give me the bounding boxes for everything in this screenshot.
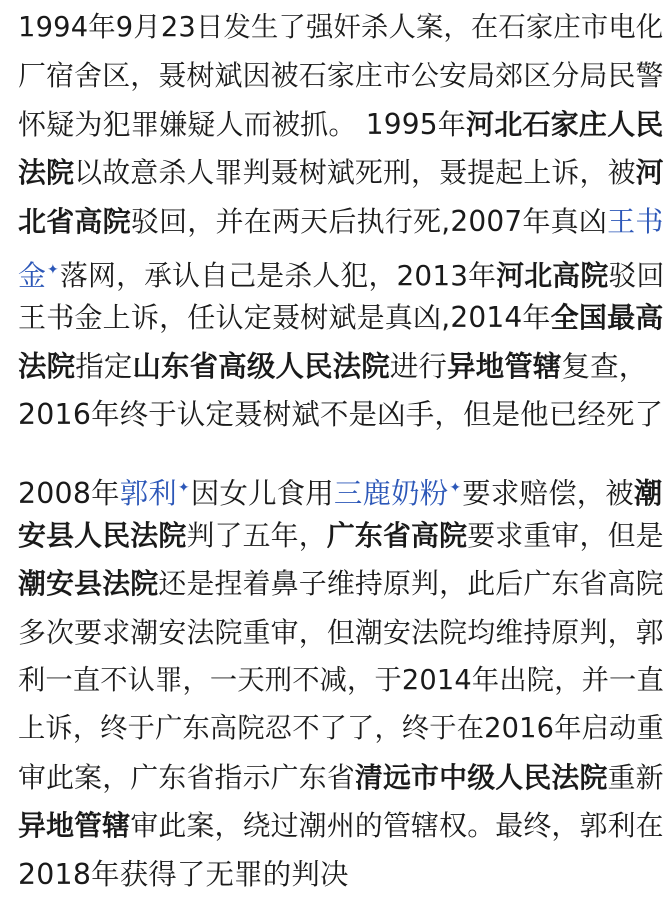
bold-text: 潮 bbox=[633, 476, 663, 510]
paragraph-spacer bbox=[18, 440, 666, 464]
body-text: 厂宿舍区，聂树斌因被石家庄市公安局郊区分局民警 bbox=[18, 59, 664, 93]
body-text: 2016年终于认定聂树斌不是凶手，但是他已经死了 bbox=[18, 398, 664, 432]
bold-text: 异地管辖 bbox=[447, 349, 562, 383]
body-text: 以故意杀人罪判聂树斌死刑，聂提起上诉，被 bbox=[74, 156, 636, 190]
paragraph-nie-shubin bbox=[18, 4, 666, 440]
body-text: 2008年 bbox=[18, 476, 120, 510]
text-line bbox=[18, 464, 666, 512]
entity-link[interactable]: 金 bbox=[18, 258, 47, 292]
text-line bbox=[18, 101, 666, 149]
text-line bbox=[18, 851, 666, 899]
bold-text: 全国最高 bbox=[550, 301, 664, 335]
bold-text: 河 bbox=[635, 156, 664, 190]
body-text: 要求重审，但是 bbox=[467, 518, 664, 552]
text-line bbox=[18, 4, 666, 52]
entity-link[interactable]: 三鹿奶粉 bbox=[333, 476, 449, 510]
body-text: 审此案，广东省指示广东省 bbox=[18, 760, 355, 794]
bold-text: 异地管辖 bbox=[18, 809, 131, 843]
bold-text: 法院 bbox=[18, 349, 76, 383]
bold-text: 河北石家庄人民 bbox=[466, 107, 664, 141]
bold-text: 北省高院 bbox=[18, 204, 131, 238]
body-text: 怀疑为犯罪嫌疑人而被抓。 1995年 bbox=[18, 107, 467, 141]
text-line bbox=[18, 391, 666, 439]
text-line bbox=[18, 198, 666, 246]
paragraph-guo-li bbox=[18, 464, 666, 899]
body-text: 上诉，终于广东高院忍不了了，终于在2016年启动重 bbox=[18, 713, 664, 745]
body-text: 重新 bbox=[607, 760, 664, 794]
text-line bbox=[18, 294, 666, 342]
text-line bbox=[18, 52, 666, 100]
text-line bbox=[18, 802, 666, 850]
body-text: 还是捏着鼻子维持原判，此后广东省高院 bbox=[158, 567, 664, 601]
entity-link[interactable]: 王书 bbox=[607, 204, 664, 238]
bold-text: 安县人民法院 bbox=[18, 518, 187, 552]
text-line bbox=[18, 754, 666, 802]
text-line bbox=[18, 343, 666, 391]
body-text: 驳回，并在两天后执行死,2007年真凶 bbox=[130, 204, 608, 238]
body-text: 指定 bbox=[75, 349, 133, 383]
text-line bbox=[18, 512, 666, 560]
text-line bbox=[18, 609, 666, 657]
body-text: 2018年获得了无罪的判决 bbox=[18, 857, 349, 891]
text-line bbox=[18, 560, 666, 608]
body-text: 复查， bbox=[561, 349, 648, 383]
body-text: 判了五年， bbox=[186, 518, 327, 552]
body-text: 王书金上诉，任认定聂树斌是真凶,2014年 bbox=[18, 301, 551, 335]
bold-text: 法院 bbox=[18, 156, 75, 190]
body-text: 多次要求潮安法院重审，但潮安法院均维持原判，郭 bbox=[18, 615, 664, 649]
body-text: 进行 bbox=[389, 349, 448, 383]
body-text: 审此案，绕过潮州的管辖权。最终，郭利在 bbox=[130, 809, 664, 843]
bold-text: 潮安县法院 bbox=[18, 567, 159, 601]
body-text: 驳回 bbox=[608, 258, 665, 292]
entity-link[interactable]: 郭利 bbox=[119, 476, 177, 510]
bold-text: 山东省高级人民法院 bbox=[132, 349, 390, 383]
body-text: 要求赔偿，被 bbox=[462, 476, 634, 510]
body-text: 落网，承认自己是杀人犯，2013年 bbox=[59, 258, 497, 292]
sparkle-icon: ✦ bbox=[177, 479, 190, 496]
article-body bbox=[18, 4, 666, 899]
bold-text: 清远市中级人民法院 bbox=[354, 760, 608, 794]
text-line bbox=[18, 149, 666, 197]
body-text: 因女儿食用 bbox=[190, 476, 334, 510]
body-text: 利一直不认罪，一天刑不减，于2014年出院，并一直 bbox=[18, 665, 664, 697]
text-line bbox=[18, 246, 666, 294]
sparkle-icon: ✦ bbox=[47, 261, 59, 278]
sparkle-icon: ✦ bbox=[449, 479, 462, 496]
bold-text: 广东省高院 bbox=[326, 518, 468, 552]
text-line bbox=[18, 657, 666, 705]
bold-text: 河北高院 bbox=[496, 258, 609, 292]
text-line bbox=[18, 705, 666, 753]
body-text: 1994年9月23日发生了强奸杀人案，在石家庄市电化 bbox=[18, 12, 664, 43]
